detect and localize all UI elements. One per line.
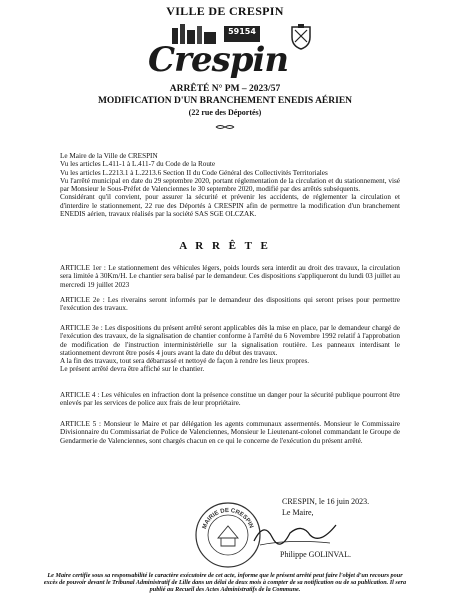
preamble-considerant: Considérant qu'il convient, pour assurer la sécurité et prévenir les accidents, de réglementer la circulation et d'interdire le stationnement, 22 rue des Déportés à CRESPIN afin de permettre la modification d'un branchement ENEDIS aérien, travaux réalisés par la société SAS SGE OLCZAK. — [60, 193, 400, 219]
preamble-vu-1: Vu les articles L.411-1 à L.411-7 du Code de la Route — [60, 160, 216, 169]
city-logo — [140, 18, 320, 80]
article-3-text: Les dispositions du présent arrêté seront applicables dès la mise en place, par le demandeur chargé de l'exécution des travaux, de la signalisation de chantier conforme à l'arrêté du 6 Novembre 1992 relatif à l'approbation de modification de l'instruction interministérielle sur la signalisation routière. Les panneaux interdisant le stationnement devront être posés 4 jours avant la date du début des travaux. — [60, 324, 400, 357]
article-1-text: Le stationnement des véhicules légers, poids lourds sera interdit au droit des travaux, la circulation sera limitée à 30Km/H. Le chantier sera balisé par le demandeur. Ces dispositions s'appliqueront du lundi 03 juillet au mercredi 19 juillet 2023 — [60, 264, 401, 289]
article-3-label: ARTICLE 3e : — [60, 324, 103, 332]
article-4-label: ARTICLE 4 : — [60, 391, 100, 399]
article-2-text: Les riverains seront informés par le demandeur des dispositions qui seront prises pour permettre l'exécution des travaux. — [60, 296, 400, 313]
postcode: 59154 — [228, 27, 256, 36]
article-4 — [60, 391, 400, 408]
preamble-vu-2: Vu les articles L.2213.1 à L.2213.6 Section II du Code Général des Collectivités Territoriales — [60, 168, 328, 177]
article-2 — [60, 296, 400, 313]
article-3 — [60, 324, 400, 374]
preamble-mayor: Le Maire de la Ville de CRESPIN — [60, 152, 158, 160]
legal-footer: Le Maire certifie sous sa responsabilité le caractère exécutoire de cet acte, informe que le présent arrêté peut faire l'objet d'un recours pour excès de pouvoir devant le Tribunal Administratif de Lille dans un délai de deux mois à compter de sa notification ou de sa publication. Il sera publié au Recueil des Actes Administratifs de la Commune. — [43, 572, 407, 593]
article-5 — [60, 420, 400, 445]
signatory-name: Philippe GOLINVAL. — [280, 550, 351, 559]
arrete-title: MODIFICATION D'UN BRANCHEMENT ENEDIS AÉRIEN — [97, 96, 353, 106]
coat-of-arms-icon — [290, 24, 312, 50]
preamble-vu-3: Vu l'arrêté municipal en date du 29 septembre 2020, portant réglementation de la circulation et du stationnement, visé par Monsieur le Sous-Préfet de Valenciennes le 30 septembre 2020, modifié par des arrêtés subséquents. — [60, 176, 400, 194]
arrete-heading: A R R Ê T E — [179, 240, 271, 252]
handwritten-signature — [250, 515, 340, 550]
article-5-text: Monsieur le Maire et par délégation les agents communaux assermentés. Monsieur le Commissaire Divisionnaire du Commissariat de Police de Valenciennes, Monsieur le Lieutenant-colonel commandant le Groupe de Gendarmerie de Valenciennes, sont chargés chacun en ce qui le concerne de l'exécution du présent arrêté. — [60, 420, 400, 445]
arrete-subtitle: (22 rue des Déportés) — [188, 108, 262, 117]
article-1-label: ARTICLE 1er : — [60, 264, 106, 272]
arrete-number: ARRÊTÉ N° PM – 2023/57 — [169, 84, 281, 94]
signature-place-date: CRESPIN, le 16 juin 2023. — [282, 497, 370, 506]
article-2-label: ARTICLE 2e : — [60, 296, 105, 304]
stamp-text: MAIRIE DE CRESPIN — [201, 507, 254, 530]
logo-wordmark: Crespin — [148, 40, 289, 80]
article-3-text-3: Le présent arrêté devra être affiché sur le chantier. — [60, 365, 205, 374]
article-1 — [60, 264, 400, 289]
separator-ornament — [215, 124, 235, 130]
article-5-label: ARTICLE 5 : — [60, 420, 101, 428]
city-name: VILLE DE CRESPIN — [166, 4, 284, 18]
signature-role: Le Maire, — [282, 508, 314, 517]
article-4-text: Les véhicules en infraction dont la présence constitue un danger pour la sécurité publique pourront être enlevés par les services de police aux frais de leur propriétaire. — [60, 391, 400, 408]
preamble — [60, 152, 400, 218]
article-3-text-2: A la fin des travaux, tout sera débarrassé et nettoyé de façon à rendre les lieux propres. — [60, 357, 310, 366]
